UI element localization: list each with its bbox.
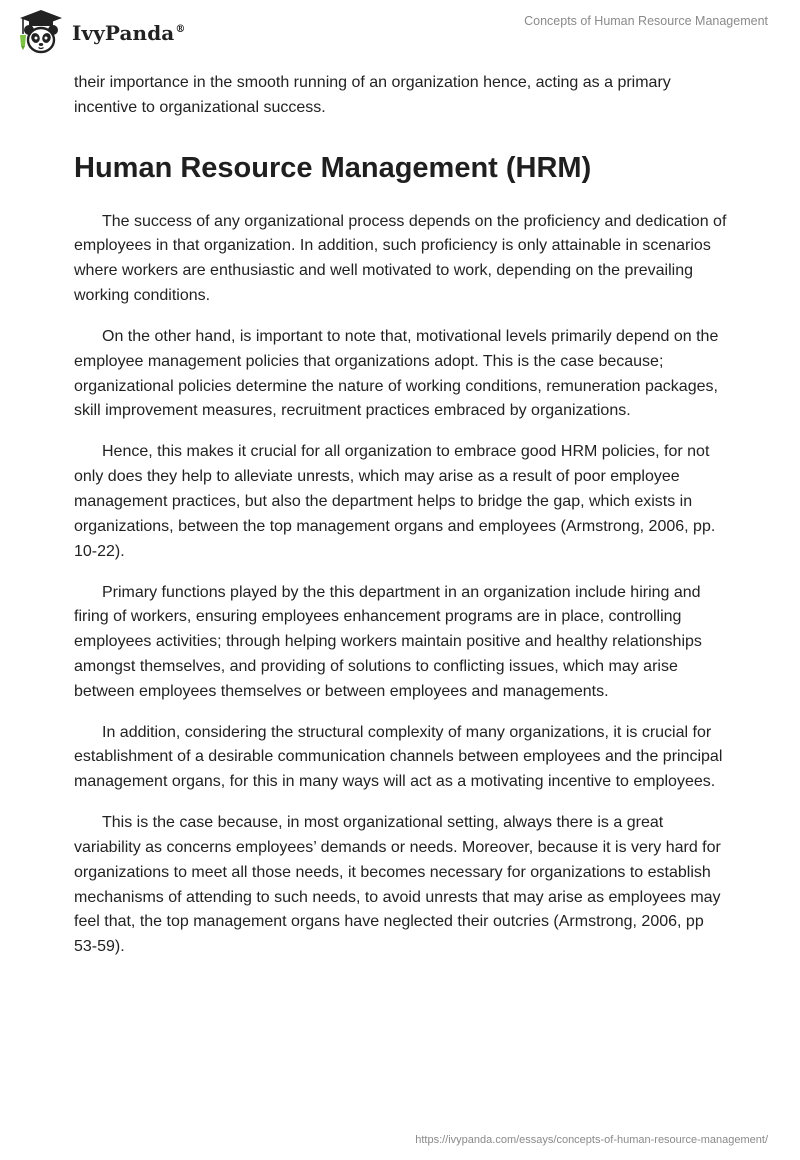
lead-paragraph: their importance in the smooth running of an organization hence, acting as a primary incentive to organizational success. <box>74 74 671 116</box>
body-paragraph: Primary functions played by the this department in an organization include hiring and firing of workers, ensuring employees enhancement programs are in place, controlling employees activities; through helping workers maintain positive and healthy relationships amongst themselves, and providing of solutions to conflicting issues, which may arise between employees themselves or between employees and managements. <box>74 583 702 700</box>
brand-logo[interactable] <box>14 8 185 56</box>
essay-content <box>74 71 728 976</box>
body-paragraph: Hence, this makes it crucial for all organization to embrace good HRM policies, for not only does they help to alleviate unrests, which may arise as a result of poor employee management practices, but also the department helps to bridge the gap, which exists in organizations, between the top management organs and employees (Armstrong, 2006, pp. 10-22). <box>74 443 716 560</box>
section-heading: Human Resource Management (HRM) <box>74 151 592 184</box>
document-title: Concepts of Human Resource Management <box>524 14 768 28</box>
panda-graduate-icon <box>14 8 68 56</box>
page-header <box>0 0 800 64</box>
source-url: https://ivypanda.com/essays/concepts-of-human-resource-management/ <box>415 1134 768 1146</box>
body-paragraph: The success of any organizational process depends on the proficiency and dedication of employees in that organization. In addition, such proficiency is only attainable in scenarios where workers are enthusiastic and well motivated to work, depending on the prevailing working conditions. <box>74 212 727 304</box>
body-paragraph: In addition, considering the structural complexity of many organizations, it is crucial for establishment of a desirable communication channels between employees and the principal management organs, for this in many ways will act as a motivating incentive to employees. <box>74 723 723 791</box>
body-paragraph: This is the case because, in most organizational setting, always there is a great variability as concerns employees’ demands or needs. Moreover, because it is very hard for organizations to meet all those needs, it becomes necessary for organizations to establish mechanisms of attending to such needs, to avoid unrests that may arise as employees may feel that, the top management organs have neglected their outcries (Armstrong, 2006, pp 53-59). <box>74 814 721 956</box>
body-paragraph: On the other hand, is important to note that, motivational levels primarily depend on the employee management policies that organizations adopt. This is the case because; organizational policies determine the nature of working conditions, remuneration packages, skill improvement measures, recruitment practices embraced by organizations. <box>74 327 719 420</box>
brand-name: IvyPanda® <box>72 21 186 45</box>
